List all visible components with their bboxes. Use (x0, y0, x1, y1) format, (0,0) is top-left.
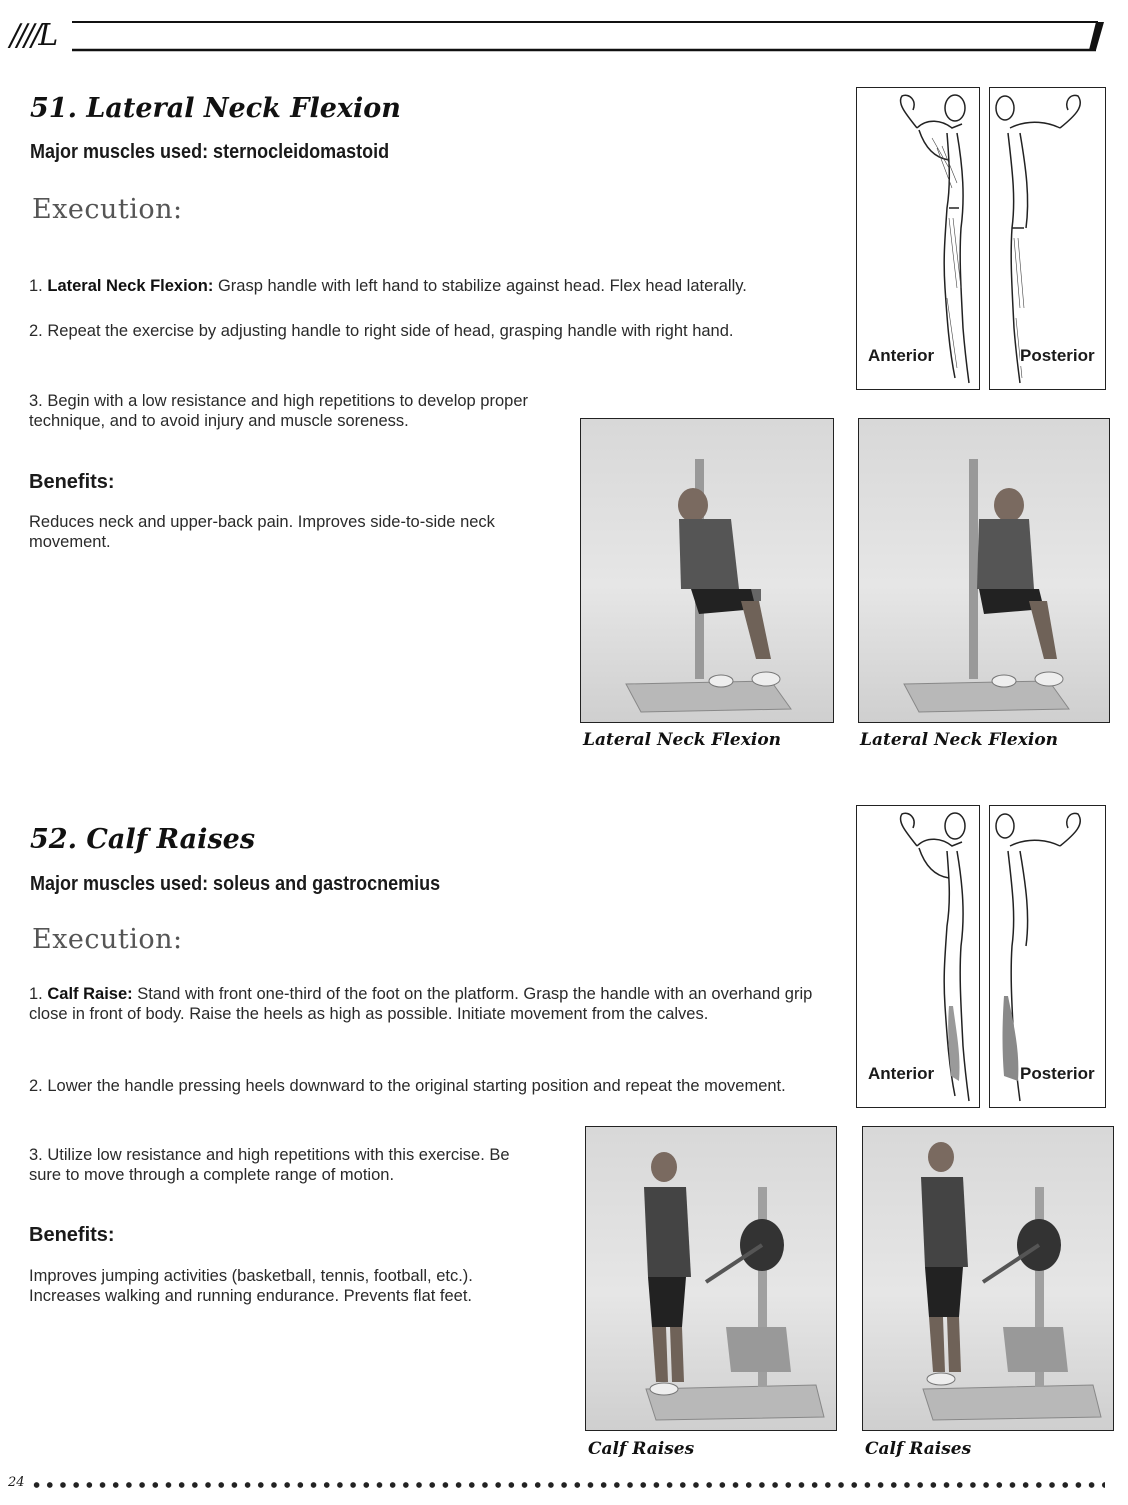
footer-dotted-rule (30, 1481, 1105, 1489)
photo-caption: Lateral Neck Flexion (583, 730, 782, 750)
benefits-text: Improves jumping activities (basketball, tennis, football, etc.). Increases walking and running endurance. Prevents flat feet. (29, 1267, 473, 1305)
step-text: Begin with a low resistance and high repetitions to develop proper technique, and to avoid injury and muscle soreness. (29, 392, 528, 430)
photo-caption: Calf Raises (865, 1439, 972, 1459)
athlete-illustration (581, 419, 831, 719)
step-text: Grasp handle with left hand to stabilize against head. Flex head laterally. (217, 277, 747, 295)
step-number: 1. (29, 277, 43, 295)
step-2 (29, 1076, 847, 1096)
step-2 (29, 321, 829, 341)
header-rule (0, 0, 1128, 70)
step-1 (29, 276, 829, 296)
anatomy-posterior-panel (989, 87, 1106, 390)
section-title: 52. Calf Raises (30, 824, 256, 855)
step-text: Utilize low resistance and high repetitions with this exercise. Be sure to move through a complete range of motion. (29, 1146, 510, 1184)
athlete-illustration (859, 419, 1107, 719)
anatomy-back-figure (990, 806, 1104, 1106)
anatomy-anterior-panel (856, 805, 980, 1108)
step-number: 3. (29, 392, 43, 410)
exercise-photo (862, 1126, 1114, 1431)
anatomy-front-figure (857, 88, 978, 388)
step-number: 1. (29, 985, 43, 1003)
section-title: 51. Lateral Neck Flexion (30, 93, 401, 124)
anterior-label: Anterior (868, 1064, 935, 1083)
exercise-photo (580, 418, 834, 723)
exercise-photo (858, 418, 1110, 723)
step-1 (29, 984, 839, 1024)
posterior-label: Posterior (1020, 346, 1095, 365)
execution-heading: Execution: (32, 194, 183, 225)
step-text: Repeat the exercise by adjusting handle to right side of head, grasping handle with right hand. (47, 322, 734, 340)
major-muscles: Major muscles used: sternocleidomastoid (30, 141, 390, 163)
step-label: Lateral Neck Flexion: (47, 277, 214, 295)
step-label: Calf Raise: (47, 985, 133, 1003)
step-3 (29, 391, 534, 431)
posterior-label: Posterior (1020, 1064, 1095, 1083)
step-text: Lower the handle pressing heels downward to the original starting position and repeat the movement. (47, 1077, 786, 1095)
step-number: 2. (29, 1077, 43, 1095)
execution-heading: Execution: (32, 924, 183, 955)
step-text: Stand with front one-third of the foot on the platform. Grasp the handle with an overhand grip close in front of body. Raise the heels as high as possible. Initiate movement from the calves. (29, 985, 813, 1023)
step-number: 2. (29, 322, 43, 340)
photo-caption: Lateral Neck Flexion (860, 730, 1059, 750)
exercise-photo (585, 1126, 837, 1431)
anatomy-posterior-panel (989, 805, 1106, 1108)
anterior-label: Anterior (868, 346, 935, 365)
athlete-illustration (863, 1127, 1111, 1427)
anatomy-anterior-panel (856, 87, 980, 390)
header-logo-glyphs: ////L (10, 18, 56, 53)
benefits-heading: Benefits: (29, 471, 115, 493)
step-3 (29, 1145, 534, 1185)
benefits-text: Reduces neck and upper-back pain. Improves side-to-side neck movement. (29, 513, 495, 551)
athlete-illustration (586, 1127, 834, 1427)
photo-caption: Calf Raises (588, 1439, 695, 1459)
page-number: 24 (8, 1475, 25, 1490)
anatomy-front-figure (857, 806, 978, 1106)
major-muscles: Major muscles used: soleus and gastrocnemius (30, 873, 441, 895)
benefits-heading: Benefits: (29, 1224, 115, 1246)
anatomy-back-figure (990, 88, 1104, 388)
step-number: 3. (29, 1146, 43, 1164)
